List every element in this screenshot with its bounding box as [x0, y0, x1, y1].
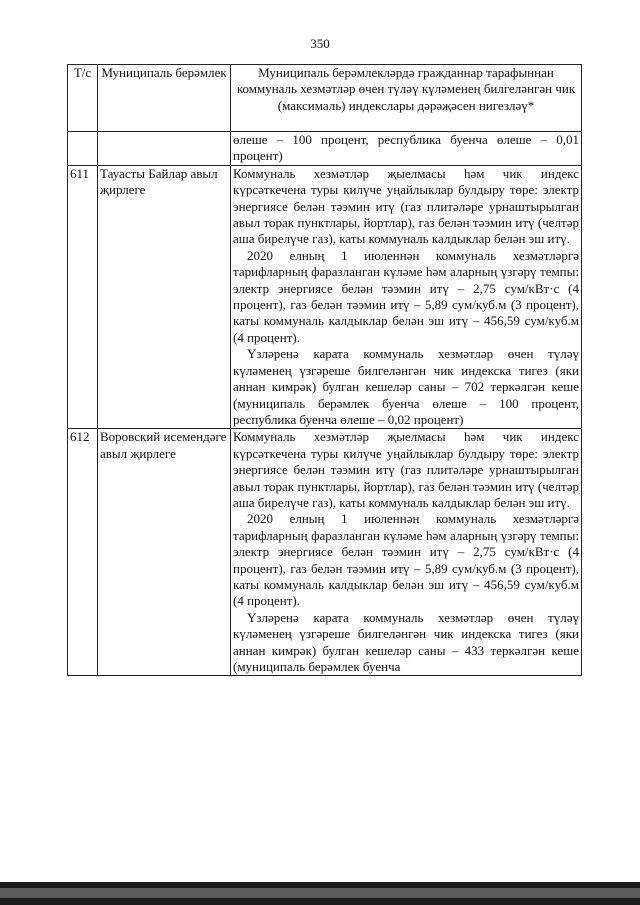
row-description [231, 429, 582, 676]
description-paragraph: 2020 елның 1 июленнән коммуналь хезмәтләргә тарифларның фаразланган күләме һәм аларның үзгәрү темпы: электр энергиясе белән тәэмин итү – 2,75 сум/кВт·с (4 процент), газ белән тәэмин итү – 5,89 сум/куб.м (3 процент), каты коммуналь калдыклар белән эш итү – 456,59 сум/куб.м (4 процент). [233, 511, 579, 609]
row-municipality: Тауасты Байлар авыл җирлеге [98, 165, 231, 429]
table-row-continuation [68, 132, 582, 166]
table-row [68, 429, 582, 676]
row-number: 612 [68, 429, 98, 676]
description-paragraph: Үзләренә карата коммуналь хезмәтләр өчен түләү күләменең үзгәреше билгеләнгән чик индекска тигез (яки аннан кимрәк) булган кешеләр саны – 433 теркәлгән кеше (муниципаль берәмлек буенча [233, 609, 579, 674]
row-number [68, 132, 98, 166]
indices-table [67, 64, 582, 676]
description-paragraph: 2020 елның 1 июленнән коммуналь хезмәтләргә тарифларның фаразланган күләме һәм аларның үзгәрү темпы: электр энергиясе белән тәэмин итү – 2,75 сум/кВт·с (4 процент), газ белән тәэмин итү – 5,89 сум/куб.м (3 процент), каты коммуналь калдыклар белән эш итү – 456,59 сум/куб.м (4 процент). [233, 247, 579, 345]
header-description: Муниципаль берәмлекләрдә гражданнар тарафыннан коммуналь хезмәтләр өчен түләү күләменең билгеләнгән чик (максималь) индекслары дәрәҗәсен нигезләү* [231, 65, 582, 132]
header-number: Т/с [68, 65, 98, 132]
table-header-row [68, 65, 582, 132]
scan-bottom-band [0, 882, 640, 905]
page-number: 350 [310, 36, 330, 51]
row-number: 611 [68, 165, 98, 429]
row-municipality: Воровский исемендәге авыл җирлеге [98, 429, 231, 676]
description-paragraph: Коммуналь хезмәтләр җыелмасы һәм чик индекс күрсәткечена туры килүче уңайлыклар булдыру төре: электр энергиясе белән тәэмин итү (газ плитәләре урнаштырылган авыл торак пунктлары, йортлар), газ белән тәэмин итү (челтәр аша бирелүче газ), каты коммуналь калдыклар белән эш итү. [233, 429, 579, 510]
scan-bottom-band-highlight [0, 888, 640, 898]
row-description [231, 165, 582, 429]
header-municipality: Муниципаль берәмлек [98, 65, 231, 132]
description-paragraph: Коммуналь хезмәтләр җыелмасы һәм чик индекс күрсәткечена туры килүче уңайлыклар булдыру төре: электр энергиясе белән тәэмин итү (газ плитәләре урнаштырылган авыл торак пунктлары, йортлар), газ белән тәэмин итү (челтәр аша бирелүче газ), каты коммуналь калдыклар белән эш итү. [233, 165, 579, 247]
row-description [231, 132, 582, 166]
table-row [68, 165, 582, 429]
description-paragraph: өлеше – 100 процент, республика буенча өлеше – 0,01 процент) [233, 132, 579, 164]
description-paragraph: Үзләренә карата коммуналь хезмәтләр өчен түләү күләменең үзгәреше билгеләнгән чик индекска тигез (яки аннан кимрәк) булган кешеләр саны – 702 теркәлгән кеше (муниципаль берәмлек буенча өлеше – 100 процент, республика буенча өлеше – 0,02 процент) [233, 346, 579, 427]
row-municipality [98, 132, 231, 166]
